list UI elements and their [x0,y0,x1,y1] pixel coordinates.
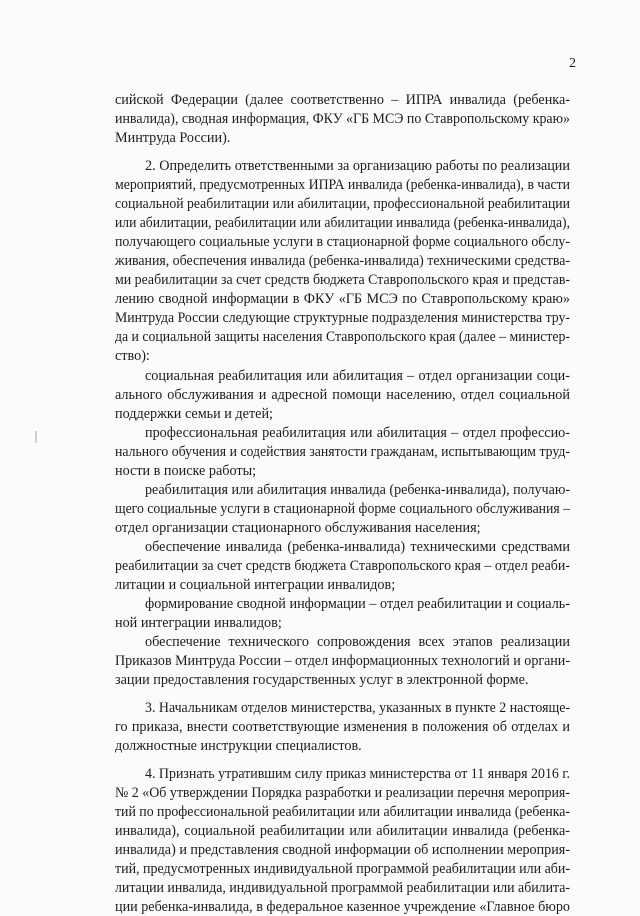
text-line-content: обеспечение технического сопровождения всех этапов реализации [145,634,570,650]
text-line-content: ального обслуживания и адресной помощи населению, отдел социальной [115,387,570,403]
text-line-content: или абилитации, реабилитации или абилитации инвалида (ребенка-инвалида), [115,215,570,231]
text-line-content: ности в поиске работы; [115,463,257,479]
text-line-content: поддержки семьи и детей; [115,406,273,422]
text-line-content: 4. Признать утратившим силу приказ министерства от 11 января 2016 г. [145,766,570,782]
text-line-content: лению сводной информации в ФКУ «ГБ МСЭ по Ставропольскому краю» [115,291,570,307]
text-line-content: Приказов Минтруда России – отдел информационных технологий и органи- [115,653,570,669]
text-line-content: живания, обеспечения инвалида (ребенка-инвалида) техническими средства- [115,253,570,269]
text-line-content: инвалида), сводная информация, ФКУ «ГБ МСЭ по Ставропольскому краю» [115,111,570,127]
text-line-content: тий по профессиональной реабилитации или абилитации инвалида (ребенка- [115,804,570,820]
text-line-content: ство): [115,348,150,364]
text-line-content: литации инвалида, индивидуальной программой реабилитации или абилита- [115,880,570,896]
text-line-content: ной интеграции инвалидов; [115,615,282,631]
text-line-content: литации и социальной интеграции инвалидов; [115,577,396,593]
text-line-content: нального обучения и содействия занятости гражданам, испытывающим труд- [115,444,570,460]
text-line-content: зации предоставления государственных услуг в электронной форме. [115,672,529,688]
text-line-content: реабилитация или абилитация инвалида (ребенка-инвалида), получаю- [145,482,570,498]
text-line-content: профессиональная реабилитация или абилитация – отдел профессио- [145,425,570,441]
text-line-content: сийской Федерации (далее соответственно – ИПРА инвалида (ребенка- [115,92,570,108]
text-line-content: реабилитации за счет средств бюджета Ставропольского края – отдел реаби- [115,558,570,574]
text-line-content: формирование сводной информации – отдел реабилитации и социаль- [145,596,570,612]
text-line-content: да и социальной защиты населения Ставропольского края (далее – министер- [115,329,570,345]
text-line-content: ми реабилитации за счет средств бюджета Ставропольского края и представ- [115,272,570,288]
text-line-content: инвалида), социальной реабилитации или абилитации инвалида (ребенка- [115,823,570,839]
text-line-content: мероприятий, предусмотренных ИПРА инвалида (ребенка-инвалида), в части [115,177,570,193]
text-line-content: го приказа, внести соответствующие изменения в положения об отделах и [115,719,570,735]
text-line-content: должностные инструкции специалистов. [115,738,362,754]
text-line-content: инвалида) и представления сводной информации об исполнении мероприя- [115,842,570,858]
text-line-content: социальной реабилитации или абилитации, профессиональной реабилитации [115,196,570,212]
text-line-content: щего социальные услуги в стационарной форме социального обслуживания – [115,501,570,517]
text-line-content: ции ребенка-инвалида, в федеральное казенное учреждение «Главное бюро [115,899,570,915]
text-line-content: получающего социальные услуги в стационарной форме социального обслу- [115,234,570,250]
text-line-content: обеспечение инвалида (ребенка-инвалида) техническими средствами [145,539,570,555]
text-line-content: Минтруда России). [115,130,231,146]
text-line-content: тий, предусмотренных индивидуальной программой реабилитации или аби- [115,861,570,877]
text-line-content: отдел организации стационарного обслуживания населения; [115,520,481,536]
scan-artifact [35,431,37,443]
text-line-content: социальная реабилитация или абилитация – отдел организации соци- [145,368,570,384]
text-line-content: Минтруда России следующие структурные подразделения министерства тру- [115,310,570,326]
text-line-content: 2. Определить ответственными за организацию работы по реализации [145,158,570,174]
text-line-content: 3. Начальникам отделов министерства, указанных в пункте 2 настояще- [145,700,570,716]
text-line-content: № 2 «Об утверждении Порядка разработки и реализации перечня мероприя- [115,785,570,801]
page-number: 2 [569,56,576,71]
